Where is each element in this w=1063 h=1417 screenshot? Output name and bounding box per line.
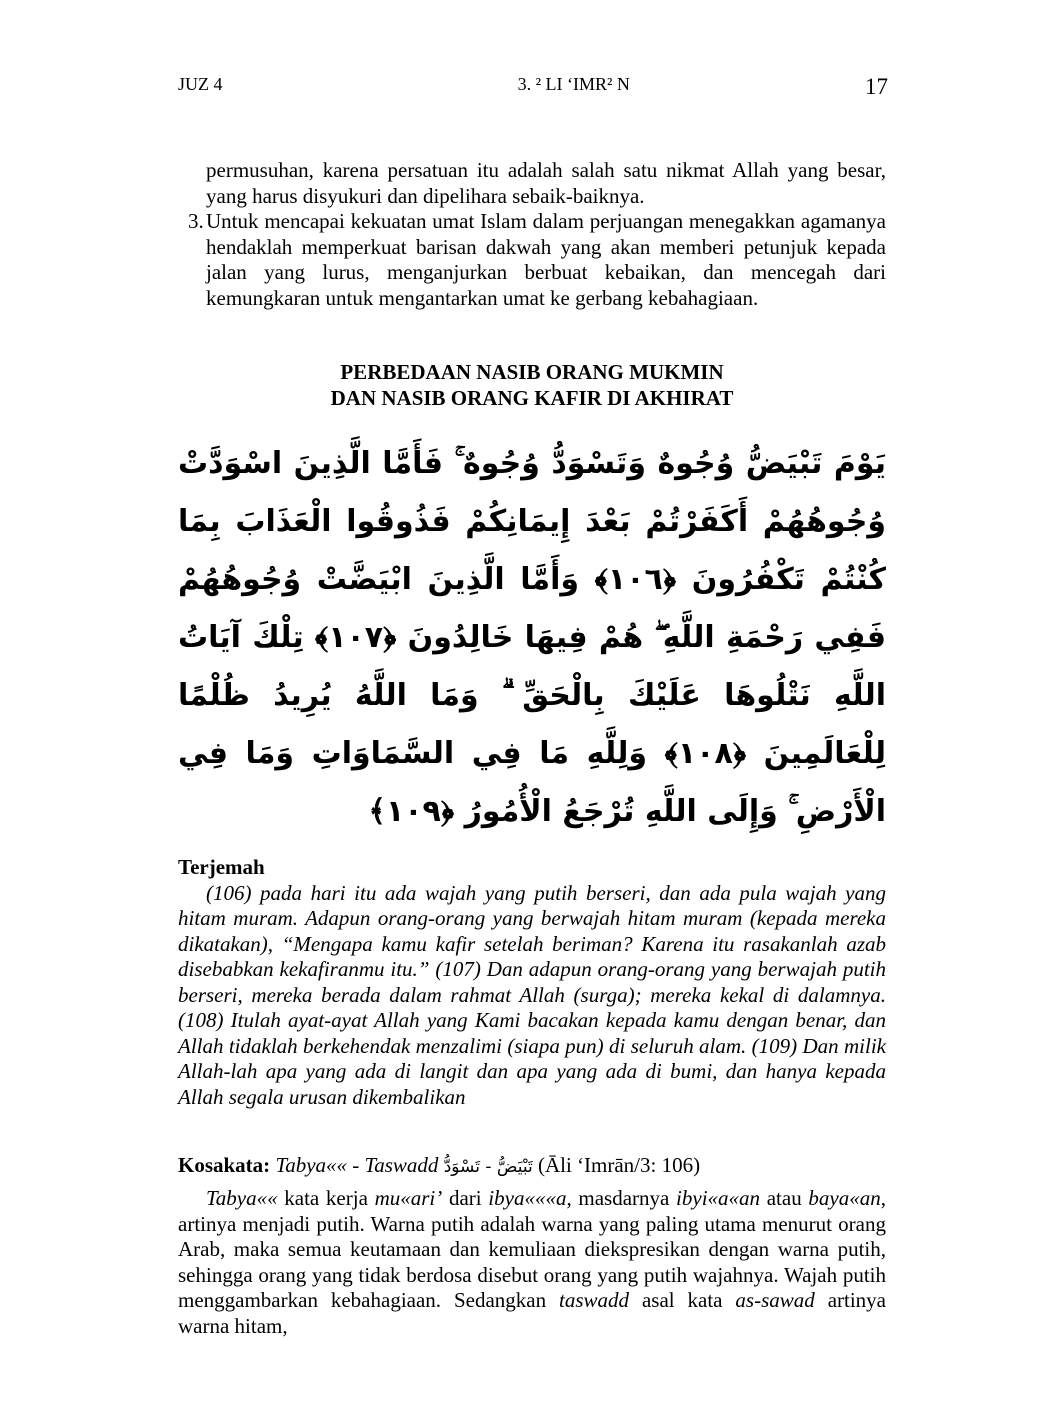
kosakata-text-run: atau xyxy=(760,1186,809,1210)
kosakata-text-run: asal kata xyxy=(629,1288,736,1312)
kosakata-line xyxy=(178,1150,886,1182)
section-title xyxy=(178,359,886,411)
section-title-line1: PERBEDAAN NASIB ORANG MUKMIN xyxy=(340,360,724,384)
header-surah: 3. ² LI ‘IMR² N xyxy=(517,74,630,94)
kosakata-paragraph xyxy=(178,1186,886,1339)
kosakata-text-run: dari xyxy=(442,1186,489,1210)
page-number: 17 xyxy=(865,74,888,99)
kosakata-text-run: ibya«««a xyxy=(488,1186,567,1210)
kosakata-text-run: taswadd xyxy=(559,1288,630,1312)
list-item-text: Untuk mencapai kekuatan umat Islam dalam perjuangan menegakkan agamanya hendaklah memperkuat barisan dakwah yang akan memberi petunjuk kepada jalan yang lurus, menganjurkan berbuat kebaikan, dan mencegah dari kemungkaran untuk mengantarkan umat ke gerbang kebahagiaan. xyxy=(206,209,886,310)
terjemah-text: (106) pada hari itu ada wajah yang putih berseri, dan ada pula wajah yang hitam muram. Adapun orang-orang yang berwajah hitam muram (kepada mereka dikatakan), “Mengapa kamu kafir setelah beriman? Karena itu rasakanlah azab disebabkan kekafiranmu itu.” (107) Dan adapun orang-orang yang berwajah putih berseri, mereka berada dalam rahmat Allah (surga); mereka kekal di dalamnya. (108) Itulah ayat-ayat Allah yang Kami bacakan kepada kamu dengan benar, dan Allah tidaklah berkehendak menzalimi (siapa pun) di seluruh alam. (109) Dan milik Allah-lah apa yang ada di langit dan apa yang ada di bumi, dan hanya kepada Allah segala urusan dikembalikan xyxy=(178,880,886,1109)
header-juz: JUZ 4 xyxy=(178,74,223,94)
kosakata-text-run: Tabya«« xyxy=(206,1186,278,1210)
kosakata-ref: (Āli ‘Imrān/3: 106) xyxy=(537,1153,701,1177)
list-item-3 xyxy=(178,209,886,311)
kosakata-text-run: as-sawad xyxy=(735,1288,815,1312)
list-continuation xyxy=(178,158,886,311)
kosakata-text-run: artinya warna hitam, xyxy=(178,1288,887,1338)
terjemah-heading: Terjemah xyxy=(178,855,265,879)
page-header xyxy=(178,74,886,108)
quran-verses-arabic: يَوْمَ تَبْيَضُّ وُجُوهٌ وَتَسْوَدُّ وُجُوهٌ ۚ فَأَمَّا الَّذِينَ اسْوَدَّتْ وُجُوهُهُمْ أَكَفَرْتُمْ بَعْدَ إِيمَانِكُمْ فَذُوقُوا الْعَذَابَ بِمَا كُنْتُمْ تَكْفُرُونَ ﴿١٠٦﴾ وَأَمَّا الَّذِينَ ابْيَضَّتْ وُجُوهُهُمْ فَفِي رَحْمَةِ اللَّهِ ۖ هُمْ فِيهَا خَالِدُونَ ﴿١٠٧﴾ تِلْكَ آيَاتُ اللَّهِ نَتْلُوهَا عَلَيْكَ بِالْحَقِّ ۗ وَمَا اللَّهُ يُرِيدُ ظُلْمًا لِلْعَالَمِينَ ﴿١٠٨﴾ وَلِلَّهِ مَا فِي السَّمَاوَاتِ وَمَا فِي الْأَرْضِ ۚ وَإِلَى اللَّهِ تُرْجَعُ الْأُمُورُ ﴿١٠٩﴾ xyxy=(178,446,886,829)
kosakata-terms: Tabya«« - Taswadd xyxy=(275,1153,439,1177)
list-item-2-continued: permusuhan, karena persatuan itu adalah salah satu nikmat Allah yang besar, yang harus disyukuri dan dipelihara sebaik-baiknya. xyxy=(206,158,886,208)
section-title-line2: DAN NASIB ORANG KAFIR DI AKHIRAT xyxy=(330,386,734,410)
kosakata-text-run: , masdarnya xyxy=(566,1186,677,1210)
kosakata-text-run: kata kerja xyxy=(277,1186,375,1210)
kosakata-text-run: ibyi«a«an xyxy=(676,1186,761,1210)
kosakata-arabic: تَبْيَضُّ - تَسْوَدُّ xyxy=(443,1157,533,1177)
kosakata-text-run: mu«ari’ xyxy=(374,1186,443,1210)
list-number: 3. xyxy=(188,209,204,233)
kosakata-text-run: , artinya menjadi putih. Warna putih adalah warna yang paling utama menurut orang Arab, maka semua keutamaan dan kemuliaan diekspresikan dengan warna putih, sehingga orang yang tidak berdosa disebut orang yang putih wajahnya. Wajah putih menggambarkan kebahagiaan. Sedangkan xyxy=(178,1186,886,1312)
kosakata-text-run: baya«an xyxy=(808,1186,881,1210)
kosakata-label: Kosakata: xyxy=(178,1153,271,1177)
